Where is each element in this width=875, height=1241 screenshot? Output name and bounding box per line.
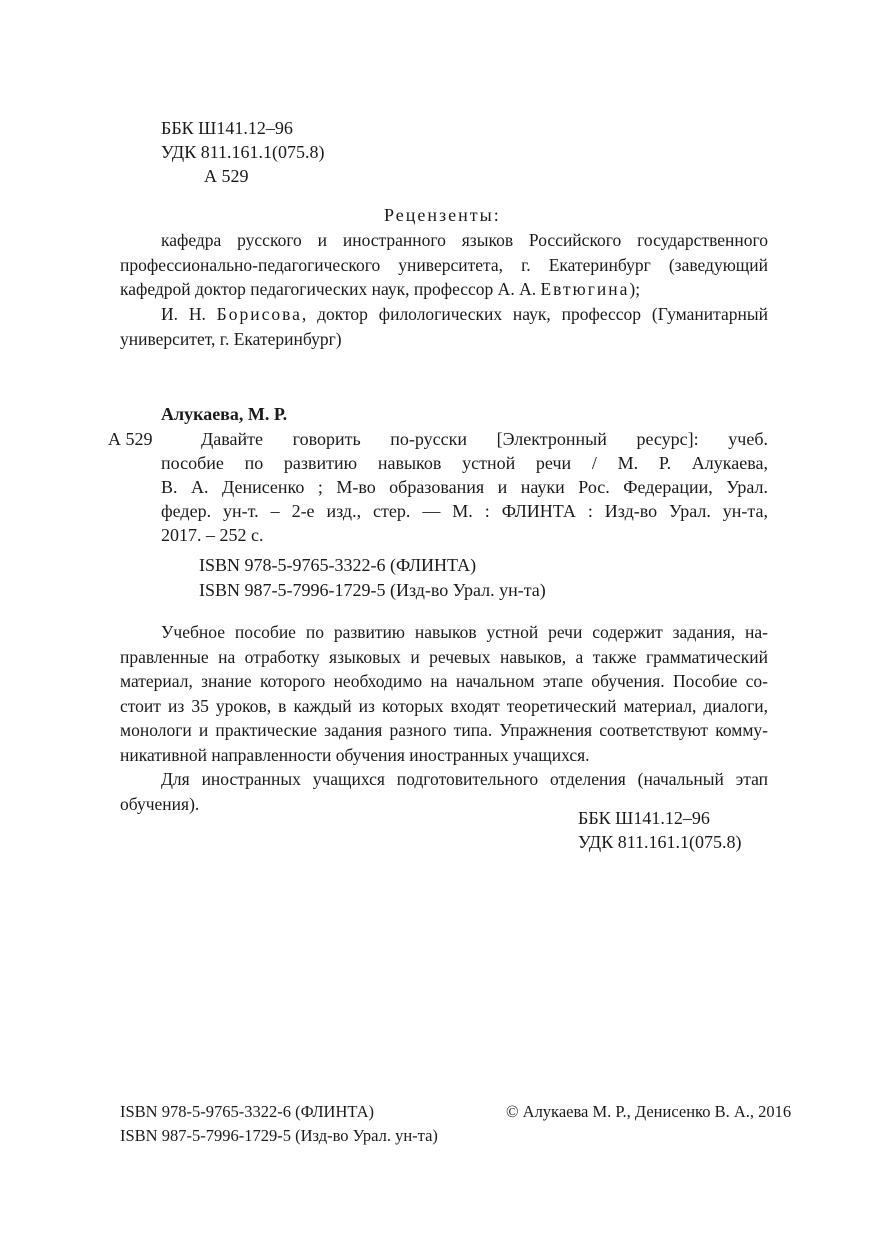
bbk-code-top: ББК Ш141.12–96 — [161, 118, 293, 138]
biblio-isbn-1: ISBN 978-5-9765-3322-6 (ФЛИНТА) — [199, 555, 477, 575]
annotation-line: стоит из 35 уроков, в каждый из которых входят теоретический материал, диалоги, — [120, 695, 768, 716]
biblio-author: Алукаева, М. Р. — [161, 404, 288, 424]
reviewer-second-prefix: И. Н. — [161, 304, 217, 324]
udk-code-bottom: УДК 811.161.1(075.8) — [578, 832, 742, 852]
reviewers-heading: Рецензенты: — [384, 205, 501, 225]
author-mark-top: А 529 — [204, 166, 249, 186]
reviewer-first-text: кафедра русского и иностранного языков Российского государственного профессионально-педагогического университета, г. Екатеринбург (заведующий кафедрой доктор педагогических наук, профессор А. А. — [120, 230, 768, 299]
annotation-line: никативной направленности обучения иностранных учащихся. — [120, 744, 590, 765]
footer-isbn-1: ISBN 978-5-9765-3322-6 (ФЛИНТА) — [120, 1102, 375, 1121]
biblio-line: В. А. Денисенко ; М-во образования и науки Рос. Федерации, Урал. — [161, 477, 768, 497]
biblio-line: пособие по развитию навыков устной речи / М. Р. Алукаева, — [161, 453, 768, 473]
reviewer-first-end: ); — [629, 279, 641, 299]
annotation — [120, 620, 768, 816]
udk-code-top: УДК 811.161.1(075.8) — [161, 142, 325, 162]
biblio-line: федер. ун-т. – 2-е изд., стер. — М. : ФЛИНТА : Изд-во Урал. ун-та, — [161, 501, 768, 521]
biblio-mark: А 529 — [108, 429, 153, 449]
audience-line: обучения). — [120, 793, 200, 814]
reviewer-first — [120, 228, 768, 302]
annotation-line: материал, знание которого необходимо на начальном этапе обучения. Пособие со- — [120, 671, 768, 691]
biblio-isbn-2: ISBN 987-5-7996-1729-5 (Изд-во Урал. ун-та) — [199, 580, 546, 600]
reviewer-second-name: Борисова — [216, 304, 302, 324]
copyright-notice: © Алукаева М. Р., Денисенко В. А., 2016 — [506, 1102, 792, 1121]
bbk-code-bottom: ББК Ш141.12–96 — [578, 808, 710, 828]
biblio-description — [161, 427, 768, 547]
reviewer-second — [120, 302, 768, 351]
footer-isbn-2: ISBN 987-5-7996-1729-5 (Изд-во Урал. ун-та) — [120, 1126, 438, 1145]
biblio-line: 2017. – 252 с. — [161, 525, 264, 545]
annotation-line: правленные на отработку языковых и речевых навыков, а также грамматический — [120, 646, 768, 667]
audience-line: Для иностранных учащихся подготовительного отделения (начальный этап — [161, 769, 768, 789]
annotation-line: монологи и практические задания разного типа. Упражнения соответствуют комму- — [120, 720, 768, 740]
annotation-line: Учебное пособие по развитию навыков устной речи содержит задания, на- — [161, 622, 768, 642]
reviewer-second-text: , доктор филологических наук, профессор (Гуманитарный университет, г. Екатеринбург) — [120, 304, 768, 349]
reviewer-first-name: Евтюгина — [540, 279, 630, 299]
biblio-line: Давайте говорить по-русски [Электронный ресурс]: учеб. — [201, 429, 768, 449]
